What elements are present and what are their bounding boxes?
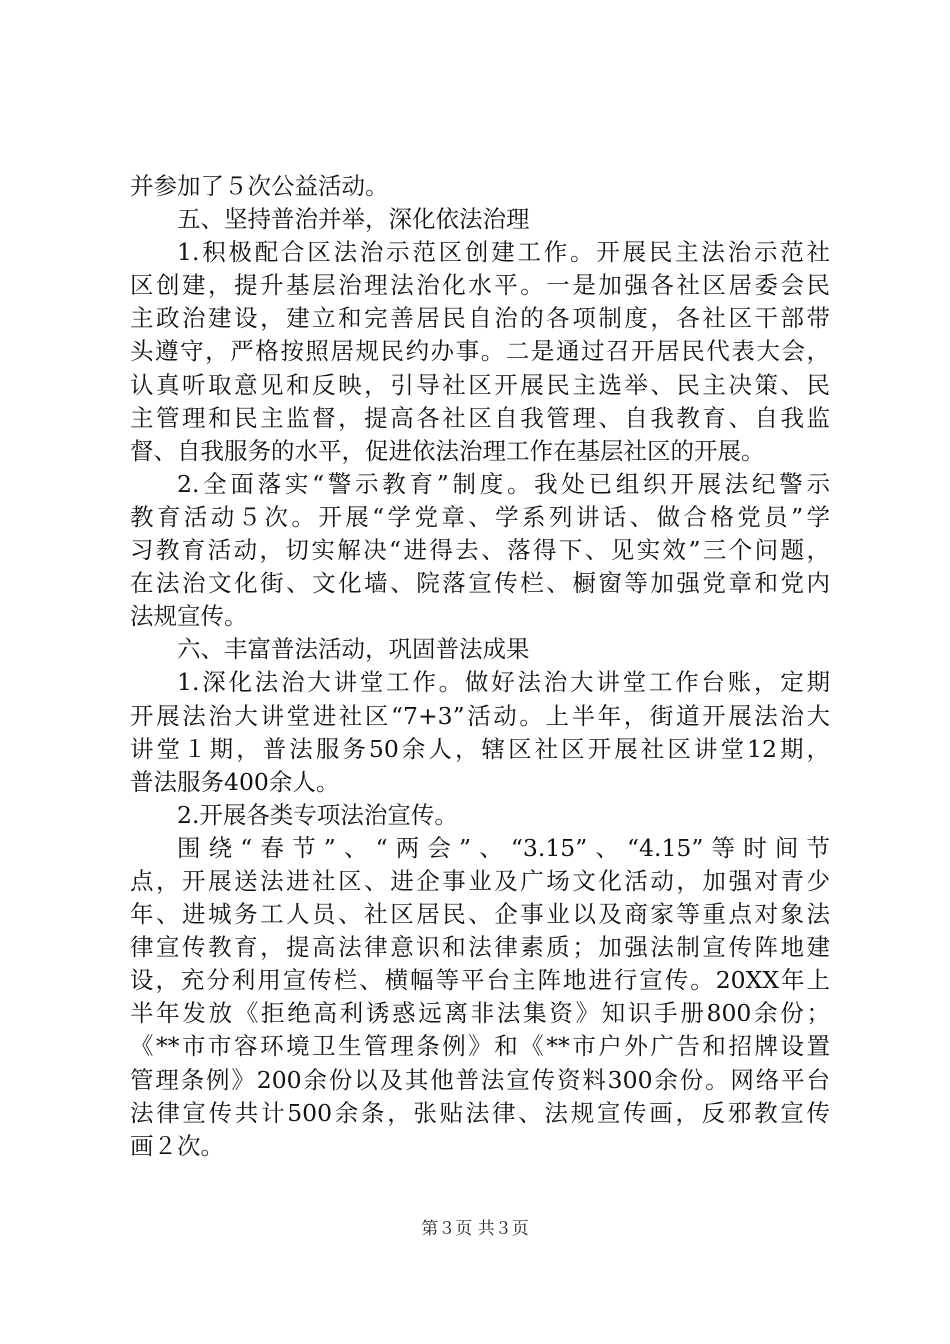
text-line: 画２次。 <box>130 1131 224 1160</box>
text-line: 设，充分利用宣传栏、横幅等平台主阵地进行宣传。20XX年上 <box>130 966 830 995</box>
text-line: 律宣传教育，提高法律意识和法律素质；加强法制宣传阵地建 <box>130 933 830 962</box>
text-line: 在法治文化街、文化墙、院落宣传栏、橱窗等加强党章和党内 <box>130 569 830 598</box>
text-line: 2.开展各类专项法治宣传。 <box>177 800 458 829</box>
text-line: 半年发放《拒绝高利诱惑远离非法集资》知识手册800余份； <box>130 999 830 1028</box>
text-line: 点，开展送法进社区、进企事业及广场文化活动，加强对青少 <box>130 866 830 895</box>
text-line: 主管理和民主监督，提高各社区自我管理、自我教育、自我监 <box>130 403 830 432</box>
text-line: 头遵守，严格按照居规民约办事。二是通过召开居民代表大会， <box>130 337 830 366</box>
text-line: 五、坚持普治并举，深化依法治理 <box>177 205 530 234</box>
text-line: 六、丰富普法活动，巩固普法成果 <box>177 635 530 664</box>
document-body <box>130 170 830 1163</box>
text-line: 教育活动５次。开展“学党章、学系列讲话、做合格党员”学 <box>130 502 830 531</box>
text-line: 区创建，提升基层治理法治化水平。一是加强各社区居委会民 <box>130 271 830 300</box>
text-line: 并参加了５次公益活动。 <box>130 172 389 200</box>
text-line: 督、自我服务的水平，促进依法治理工作在基层社区的开展。 <box>130 436 765 465</box>
text-line: 开展法治大讲堂进社区“7+3”活动。上半年，街道开展法治大 <box>130 701 830 730</box>
text-line: 1.积极配合区法治示范区创建工作。开展民主法治示范社 <box>177 238 830 267</box>
text-line: 法规宣传。 <box>130 602 248 631</box>
text-line: 年、进城务工人员、社区居民、企事业以及商家等重点对象法 <box>130 900 830 929</box>
text-line: 普法服务400余人。 <box>130 767 340 796</box>
text-line: 讲堂１期，普法服务50余人，辖区社区开展社区讲堂12期， <box>130 734 830 763</box>
text-line: 2.全面落实“警示教育”制度。我处已组织开展法纪警示 <box>177 469 830 498</box>
text-line: 围绕“春节”、“两会”、“3.15”、“4.15”等时间节 <box>177 833 830 862</box>
page-footer: 第３页 共３页 <box>421 1219 529 1239</box>
text-line: 1.深化法治大讲堂工作。做好法治大讲堂工作台账，定期 <box>177 668 830 697</box>
text-line: 管理条例》200余份以及其他普法宣传资料300余份。网络平台 <box>130 1065 830 1094</box>
text-line: 《**市市容环境卫生管理条例》和《**市户外广告和招牌设置 <box>130 1032 830 1061</box>
text-line: 主政治建设，建立和完善居民自治的各项制度，各社区干部带 <box>130 304 830 333</box>
text-line: 习教育活动，切实解决“进得去、落得下、见实效”三个问题， <box>130 536 830 565</box>
text-line: 认真听取意见和反映，引导社区开展民主选举、民主决策、民 <box>130 370 830 399</box>
text-line: 法律宣传共计500余条，张贴法律、法规宣传画，反邪教宣传 <box>130 1098 830 1127</box>
